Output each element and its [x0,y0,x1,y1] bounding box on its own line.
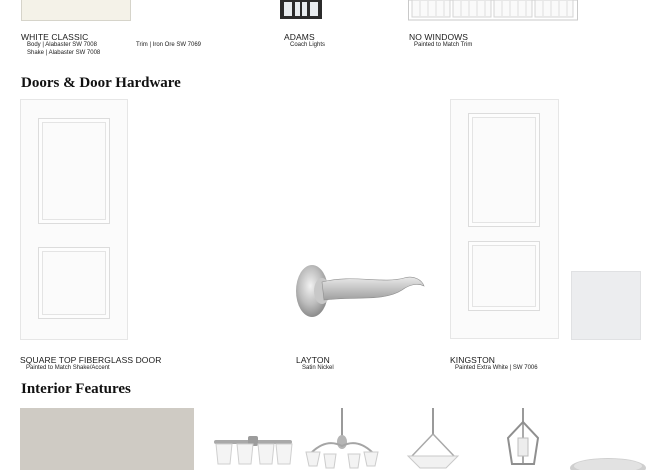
door-lower-panel [468,241,540,311]
square-top-door-image [20,99,128,340]
kingston-door-image [450,99,559,339]
door-upper-panel [38,118,110,224]
no-windows-title: NO WINDOWS [409,32,469,42]
square-top-door-title: SQUARE TOP FIBERGLASS DOOR [20,355,162,365]
pendant-icon [402,408,464,470]
garage-door-icon [408,0,578,21]
paint-color-swatch [571,271,641,340]
vanity-light-icon [210,430,296,470]
doors-section-heading: Doors & Door Hardware [21,75,181,91]
white-classic-title: WHITE CLASSIC [21,32,89,42]
kingston-title: KINGSTON [450,355,496,365]
coach-light-icon [278,0,324,20]
adams-title: ADAMS [284,32,315,42]
kingston-sub: Painted Extra White | SW 7006 [455,365,538,371]
white-classic-swatch [21,0,131,21]
white-classic-body: Body | Alabaster SW 7008 [27,42,97,48]
lever-handle-icon [292,258,427,320]
interior-paint-swatch [20,408,194,470]
layton-title: LAYTON [296,355,330,365]
white-classic-trim: Trim | Iron Ore SW 7069 [136,42,202,48]
square-top-door-sub: Painted to Match Shake/Accent [26,365,110,371]
adams-sub: Coach Lights [290,42,326,48]
door-upper-panel [468,113,540,227]
chandelier-icon [302,408,382,470]
flush-mount-icon [568,452,648,470]
white-classic-shake: Shake | Alabaster SW 7008 [27,50,101,56]
lantern-icon [498,408,548,470]
interior-section-heading: Interior Features [21,381,131,397]
no-windows-sub: Painted to Match Trim [414,42,473,48]
layton-sub: Satin Nickel [302,365,334,371]
door-lower-panel [38,247,110,319]
